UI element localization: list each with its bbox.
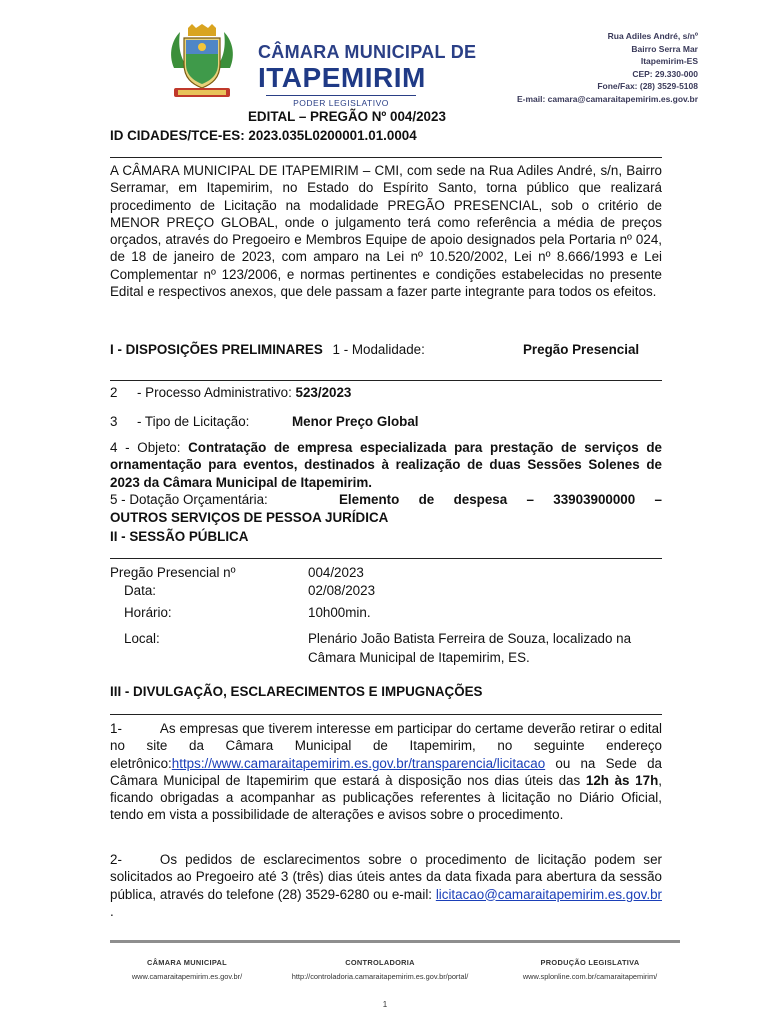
footer-camara-url[interactable]: www.camaraitapemirim.es.gov.br/	[131, 972, 243, 981]
local-value-2: Câmara Municipal de Itapemirim, ES.	[308, 650, 530, 665]
brand-block	[258, 42, 477, 108]
letterhead	[0, 18, 770, 110]
tipo-label: - Tipo de Licitação:	[137, 414, 250, 429]
divider	[110, 714, 662, 715]
address-line: CEP: 29.330-000	[632, 68, 698, 79]
objeto-paragraph	[110, 439, 662, 491]
section-1-line	[110, 341, 425, 358]
local-value: Plenário João Batista Ferreira de Souza, localizado na	[308, 631, 632, 646]
section-3-heading: III - DIVULGAÇÃO, ESCLARECIMENTOS E IMPUGNAÇÕES	[110, 684, 483, 699]
dotacao-value-a: Elemento de despesa – 33903900000 –	[339, 492, 662, 507]
page-number: 1	[382, 1000, 388, 1009]
paragraph-2	[110, 851, 662, 920]
licitacao-email-link[interactable]: licitacao@camaraitapemirim.es.gov.br	[435, 886, 662, 902]
section-2-heading: II - SESSÃO PÚBLICA	[110, 529, 249, 544]
address-line: Fone/Fax: (28) 3529-5108	[597, 81, 698, 91]
brand-sub-text: PODER LEGISLATIVO	[266, 95, 416, 108]
brand-main-text: ITAPEMIRIM	[258, 62, 426, 93]
item-3-num: 3	[110, 414, 118, 429]
coat-of-arms-logo	[166, 24, 238, 102]
footer-camara	[112, 958, 262, 981]
modalidade-value: Pregão Presencial	[523, 342, 640, 357]
footer-camara-title: CÂMARA MUNICIPAL	[147, 958, 227, 967]
address-line: Bairro Serra Mar	[631, 43, 698, 54]
modalidade-label: 1 - Modalidade:	[332, 342, 425, 357]
address-line: E-mail: camara@camaraitapemirim.es.gov.br	[516, 93, 698, 104]
address-line: Rua Adiles André, s/nº	[607, 31, 698, 41]
paragraph-2-end: .	[110, 903, 114, 919]
brand-top-text: CÂMARA MUNICIPAL DE	[258, 42, 477, 62]
divider	[110, 157, 662, 158]
intro-paragraph: A CÂMARA MUNICIPAL DE ITAPEMIRIM – CMI, com sede na Rua Adiles André, s/n, Bairro Serramar, em Itapemirim, no Estado do Espírito Santo, torna público que realizará procedimento de Licitação na modalidade PREGÃO PRESENCIAL, sob o critério de MENOR PREÇO GLOBAL, onde o julgamento terá como referência a média de preços orçados, através do Pregoeiro e Membros Equipe de apoio designados pela Portaria nº 024, de 18 de janeiro de 2023, com amparo na Lei nº 10.520/2002, Lei nº 8.666/1993 e Lei Complementar nº 123/2006, e normas pertinentes e condições estabelecidas no presente Edital e respectivos anexos, que dele passam a fazer parte integrante para todos os efeitos.	[110, 163, 662, 300]
contact-address	[517, 30, 698, 105]
address-line: Itapemirim-ES	[640, 56, 698, 66]
footer-controladoria-url[interactable]: http://controladoria.camaraitapemirim.es.gov.br/portal/	[291, 972, 469, 981]
licitacao-portal-link[interactable]: https://www.camaraitapemirim.es.gov.br/transparencia/licitacao	[171, 755, 546, 771]
footer-controladoria-title: CONTROLADORIA	[345, 958, 415, 967]
paragraph-2-text: Os pedidos de esclarecimentos sobre o procedimento de licitação podem ser solicitados ao Pregoeiro até 3 (três) dias úteis antes da data fixada para abertura da sessão pública, através do telefone (28) 3529-6280 ou e-mail:	[110, 852, 662, 902]
paragraph-1-num: 1-	[110, 721, 122, 736]
divider	[110, 380, 662, 381]
id-cidades-line: ID CIDADES/TCE-ES: 2023.035L0200001.01.0004	[110, 128, 417, 143]
footer-divider	[110, 940, 680, 943]
footer-producao-title: PRODUÇÃO LEGISLATIVA	[540, 958, 640, 967]
paragraph-2-num: 2-	[110, 852, 122, 867]
sessao-value: 004/2023	[308, 565, 364, 580]
tipo-value: Menor Preço Global	[292, 414, 419, 429]
dotacao-value-b: OUTROS SERVIÇOS DE PESSOA JURÍDICA	[110, 510, 389, 525]
footer-producao-url[interactable]: www.splonline.com.br/camaraitapemirim/	[522, 972, 658, 981]
dotacao-label: 5 - Dotação Orçamentária:	[110, 492, 268, 507]
paragraph-1	[110, 720, 662, 824]
horario-label: Horário:	[124, 605, 172, 620]
section-1-heading: I - DISPOSIÇÕES PRELIMINARES	[110, 342, 323, 357]
objeto-value: Contratação de empresa especializada para prestação de serviços de ornamentação para eventos, destinados à realização de duas Sessões Solenes de 2023 da Câmara Municipal de Itapemirim.	[110, 440, 662, 490]
data-label: Data:	[124, 583, 157, 598]
data-value: 02/08/2023	[308, 583, 376, 598]
office-hours: 12h às 17h	[585, 772, 659, 788]
objeto-label: 4 - Objeto:	[110, 440, 181, 455]
document-title: EDITAL – PREGÃO Nº 004/2023	[248, 109, 446, 124]
processo-line	[137, 384, 351, 401]
processo-value: 523/2023	[295, 385, 352, 400]
footer-controladoria	[265, 958, 495, 981]
footer-producao	[500, 958, 680, 981]
horario-value: 10h00min.	[308, 605, 371, 620]
divider	[110, 558, 662, 559]
processo-label: - Processo Administrativo:	[137, 385, 292, 400]
sessao-label: Pregão Presencial nº	[110, 565, 236, 580]
item-2-num: 2	[110, 385, 118, 400]
local-label: Local:	[124, 631, 160, 646]
paragraph-1-text-a: As empresas que tiverem interesse em participar do certame deverão retirar o edital no site da Câmara Municipal de Itapemirim, no seguinte endereço eletrônico:	[110, 721, 662, 771]
paragraph-1-text-c: , ficando obrigadas a acompanhar as publicações referentes à licitação no Diário Oficial, tendo em vista a possibilidade de alterações e avisos sobre o procedimento.	[110, 772, 662, 823]
paragraph-1-text-b: ou na Sede da Câmara Municipal de Itapemirim que estará à disposição nos dias úteis das	[110, 755, 662, 788]
